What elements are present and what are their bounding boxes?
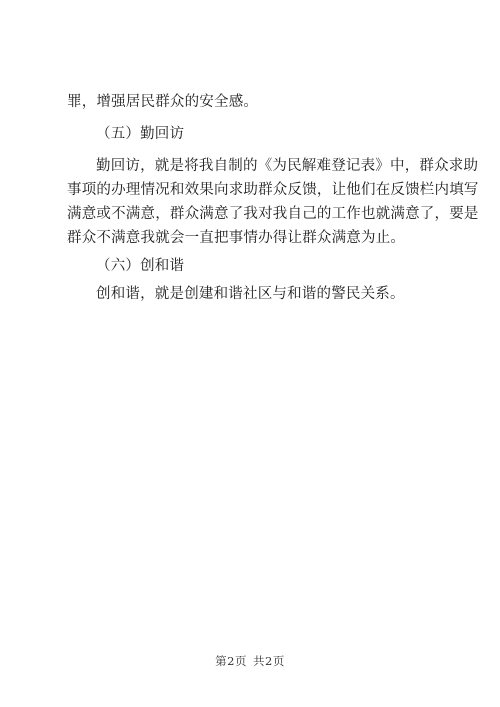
- page-number-current: 第2页: [215, 654, 247, 668]
- section-heading-six: （六）创和谐: [96, 258, 185, 274]
- paragraph-line: 满意或不满意，群众满意了我对我自己的工作也就满意了，要是: [67, 206, 479, 222]
- paragraph-line: 勤回访，就是将我自制的《为民解难登记表》中，群众求助: [96, 158, 479, 174]
- paragraph-line: 创和谐，就是创建和谐社区与和谐的警民关系。: [96, 286, 405, 302]
- document-body: [67, 90, 479, 306]
- paragraph-continuation: 罪，增强居民群众的安全感。: [67, 94, 259, 110]
- paragraph-line: 群众不满意我就会一直把事情办得让群众满意为止。: [67, 230, 406, 246]
- page-footer: [0, 653, 500, 669]
- paragraph-line: 事项的办理情况和效果向求助群众反馈，让他们在反馈栏内填写: [67, 182, 479, 198]
- section-heading-five: （五）勤回访: [96, 126, 185, 142]
- page-number-total: 共2页: [253, 654, 285, 668]
